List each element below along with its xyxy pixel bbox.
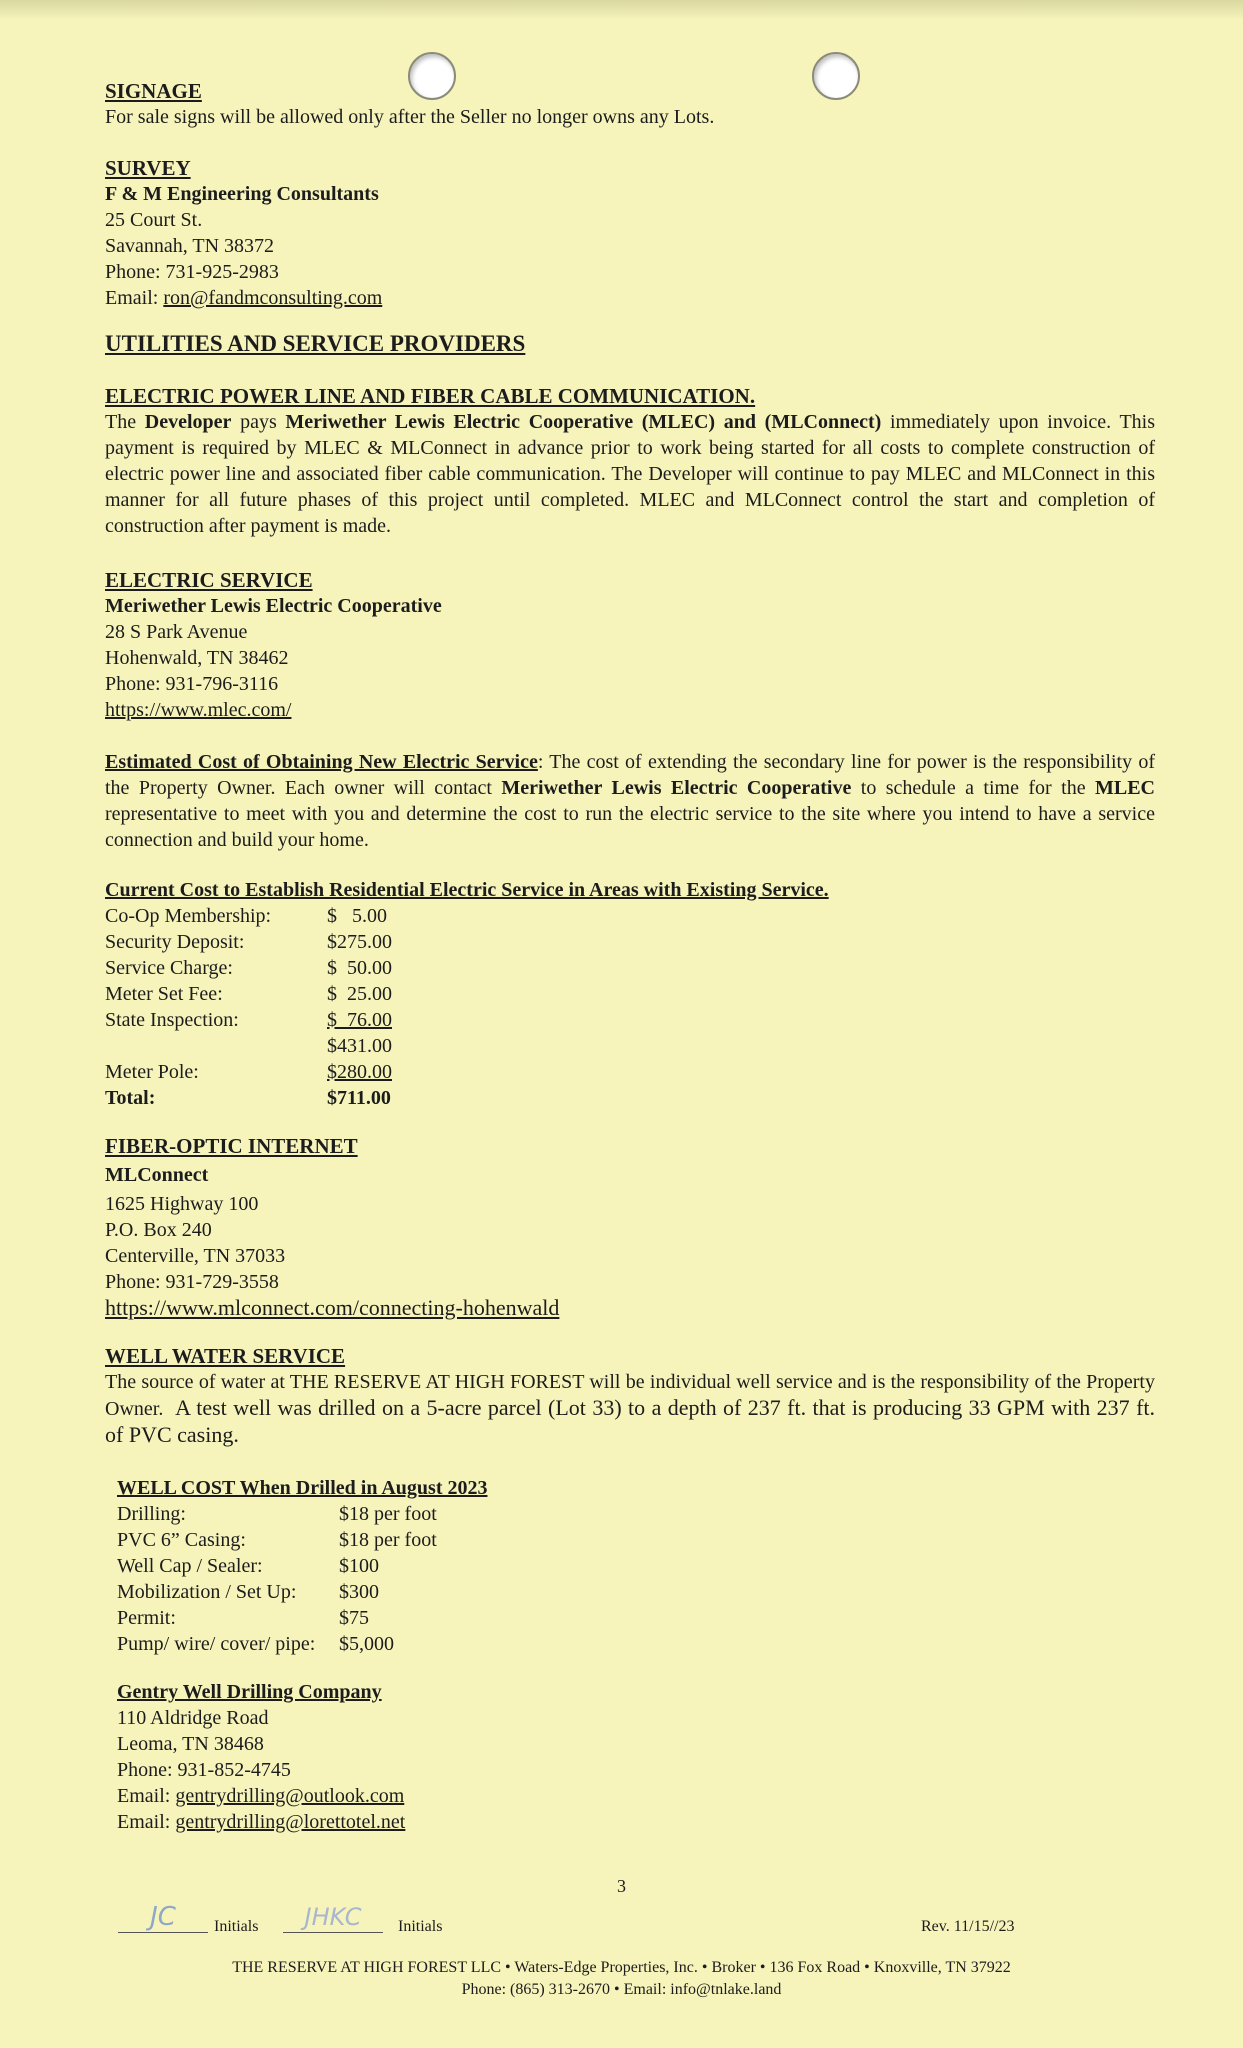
electric-service-url[interactable]: https://www.mlec.com/	[105, 699, 292, 721]
table-row	[105, 929, 392, 955]
gentry-section	[117, 1679, 1155, 1835]
footer-company-line: THE RESERVE AT HIGH FOREST LLC • Waters-Edge Properties, Inc. • Broker • 136 Fox Road • Knoxville, TN 37922	[232, 1959, 1011, 1976]
total-value: $711.00	[327, 1087, 391, 1109]
utilities-heading: UTILITIES AND SERVICE PROVIDERS	[105, 331, 526, 356]
current-cost-heading: Current Cost to Establish Residential Electric Service in Areas with Existing Service.	[105, 879, 829, 901]
table-row	[105, 1059, 392, 1085]
survey-phone: Phone: 731-925-2983	[105, 261, 279, 283]
well-cost-label: PVC 6” Casing:	[117, 1529, 246, 1551]
well-cost-value: $18 per foot	[339, 1503, 437, 1525]
estimated-cost-text-part: : The cost of extending the secondary line for power is the responsibility of the Property Owner. Each owner will contact	[105, 751, 1155, 799]
table-row	[117, 1553, 437, 1579]
well-cost-label: Drilling:	[117, 1503, 186, 1525]
mlec-bold: Meriwether Lewis Electric Cooperative	[501, 777, 852, 799]
table-row	[117, 1579, 437, 1605]
initials-label: Initials	[398, 1918, 443, 1935]
cost-label: Service Charge:	[105, 957, 233, 979]
footer-contact-line: Phone: (865) 313-2670 • Email: info@tnlake.land	[461, 1981, 782, 1998]
table-row	[117, 1631, 437, 1657]
survey-city: Savannah, TN 38372	[105, 235, 275, 257]
signage-heading: SIGNAGE	[105, 79, 202, 103]
developer-bold: Developer	[144, 411, 232, 433]
table-row	[105, 1007, 392, 1033]
cost-label: Security Deposit:	[105, 931, 245, 953]
current-cost-section	[105, 877, 1155, 1111]
fiber-po: P.O. Box 240	[105, 1219, 212, 1241]
mlec-short-bold: MLEC	[1095, 777, 1155, 799]
gentry-email-label: Email:	[117, 1811, 176, 1833]
gentry-heading: Gentry Well Drilling Company	[117, 1681, 382, 1703]
cost-value: $ 76.00	[327, 1009, 392, 1031]
survey-section	[105, 155, 1155, 311]
well-cost-value: $18 per foot	[339, 1529, 437, 1551]
fiber-url[interactable]: https://www.mlconnect.com/connecting-hohenwald	[105, 1295, 560, 1320]
cost-value: $ 5.00	[327, 905, 387, 927]
table-row	[117, 1527, 437, 1553]
well-cost-table	[117, 1501, 437, 1657]
cost-label	[105, 1033, 327, 1059]
signage-section	[105, 78, 1155, 130]
electric-service-street: 28 S Park Avenue	[105, 621, 248, 643]
cost-value: $275.00	[327, 931, 392, 953]
well-cost-value: $100	[339, 1555, 379, 1577]
well-cost-label: Well Cap / Sealer:	[117, 1555, 263, 1577]
estimated-cost-text-part: representative to meet with you and determine the cost to run the electric service to the site where you intend to have a service connection and build your home.	[105, 803, 1155, 851]
power-line-text-part: The	[105, 411, 145, 433]
well-cost-section	[117, 1475, 1155, 1657]
well-cost-label: Permit:	[117, 1607, 176, 1629]
current-cost-table	[105, 903, 392, 1111]
power-line-section	[105, 383, 1155, 539]
electric-service-section	[105, 567, 1155, 723]
electric-service-city: Hohenwald, TN 38462	[105, 647, 289, 669]
estimated-cost-label: Estimated Cost of Obtaining New Electric Service	[105, 751, 538, 773]
well-cost-label: Pump/ wire/ cover/ pipe:	[117, 1633, 316, 1655]
cost-label: State Inspection:	[105, 1009, 239, 1031]
table-row	[117, 1501, 437, 1527]
survey-heading: SURVEY	[105, 156, 191, 180]
total-label: Total:	[105, 1087, 156, 1109]
cost-label: Meter Pole:	[105, 1061, 199, 1083]
survey-email-label: Email:	[105, 287, 164, 309]
table-row	[105, 1033, 392, 1059]
electric-service-company: Meriwether Lewis Electric Cooperative	[105, 595, 442, 617]
estimated-cost-text	[105, 749, 1155, 853]
well-cost-value: $300	[339, 1581, 379, 1603]
signage-text: For sale signs will be allowed only after the Seller no longer owns any Lots.	[105, 106, 715, 128]
initials-signature-2: JHKC	[283, 1902, 383, 1933]
power-line-text	[105, 409, 1155, 539]
initials-row	[118, 1900, 918, 1940]
gentry-email-link[interactable]: gentrydrilling@outlook.com	[175, 1785, 405, 1807]
utilities-section	[105, 331, 1155, 357]
power-line-text-part: immediately upon invoice. This payment is required by MLEC & MLConnect in advance prior to work being started for all costs to complete construction of electric power line and associated fiber cable communication. The Developer will continue to pay MLEC and MLConnect in this manner for all future phases of this project until completed. MLEC and MLConnect control the start and completion of construction after payment is made.	[105, 411, 1155, 537]
fiber-section	[105, 1133, 1155, 1321]
fiber-phone: Phone: 931-729-3558	[105, 1271, 279, 1293]
table-row	[105, 1085, 392, 1111]
fiber-heading: FIBER-OPTIC INTERNET	[105, 1134, 358, 1158]
cost-value: $280.00	[327, 1061, 392, 1083]
fiber-city: Centerville, TN 37033	[105, 1245, 286, 1267]
well-water-text-part: The source of water at THE RESERVE AT HIGH FOREST will be individual well service and is the responsibility of the Property Owner.	[105, 1371, 1155, 1420]
fiber-street: 1625 Highway 100	[105, 1193, 259, 1215]
subtotal-value: $431.00	[327, 1035, 392, 1057]
gentry-email-line	[117, 1783, 1155, 1809]
well-cost-heading: WELL COST When Drilled in August 2023	[117, 1477, 488, 1499]
electric-service-heading: ELECTRIC SERVICE	[105, 568, 313, 592]
gentry-email-link[interactable]: gentrydrilling@lorettotel.net	[175, 1811, 406, 1833]
initials-signature-1: JC	[118, 1902, 208, 1933]
electric-service-phone: Phone: 931-796-3116	[105, 673, 279, 695]
well-cost-value: $5,000	[339, 1633, 394, 1655]
gentry-city: Leoma, TN 38468	[117, 1733, 264, 1755]
table-row	[105, 955, 392, 981]
survey-company: F & M Engineering Consultants	[105, 183, 379, 205]
well-cost-value: $75	[339, 1607, 369, 1629]
cost-label: Co-Op Membership:	[105, 905, 272, 927]
well-water-section	[105, 1343, 1155, 1449]
mlec-bold: Meriwether Lewis Electric Cooperative (MLEC) and (MLConnect)	[285, 411, 882, 433]
well-water-text	[105, 1369, 1155, 1449]
document-body	[105, 78, 1155, 1835]
page-number: 3	[617, 1876, 626, 1896]
survey-street: 25 Court St.	[105, 209, 203, 231]
gentry-email-line	[117, 1809, 1155, 1835]
fiber-company: MLConnect	[105, 1164, 209, 1186]
cost-label: Meter Set Fee:	[105, 983, 223, 1005]
initials-label: Initials	[214, 1918, 259, 1935]
cost-value: $ 50.00	[327, 957, 392, 979]
table-row	[117, 1605, 437, 1631]
cost-value: $ 25.00	[327, 983, 392, 1005]
table-row	[105, 903, 392, 929]
power-line-heading: ELECTRIC POWER LINE AND FIBER CABLE COMMUNICATION.	[105, 384, 756, 408]
gentry-street: 110 Aldridge Road	[117, 1707, 269, 1729]
power-line-text-part: pays	[231, 411, 286, 433]
survey-email-link[interactable]: ron@fandmconsulting.com	[163, 287, 383, 309]
estimated-cost-text-part: to schedule a time for the	[851, 777, 1095, 799]
estimated-cost-section	[105, 749, 1155, 853]
gentry-email-label: Email:	[117, 1785, 176, 1807]
well-water-text-part: A test well was drilled on a 5-acre parcel (Lot 33) to a depth of 237 ft. that is producing 33 GPM with 237 ft. of PVC casing.	[105, 1395, 1156, 1447]
revision-date: Rev. 11/15//23	[921, 1918, 1015, 1935]
gentry-phone: Phone: 931-852-4745	[117, 1759, 291, 1781]
well-cost-label: Mobilization / Set Up:	[117, 1581, 297, 1603]
table-row	[105, 981, 392, 1007]
page-top-edge	[0, 0, 1243, 20]
survey-email-line	[105, 285, 1155, 311]
well-water-heading: WELL WATER SERVICE	[105, 1344, 346, 1368]
